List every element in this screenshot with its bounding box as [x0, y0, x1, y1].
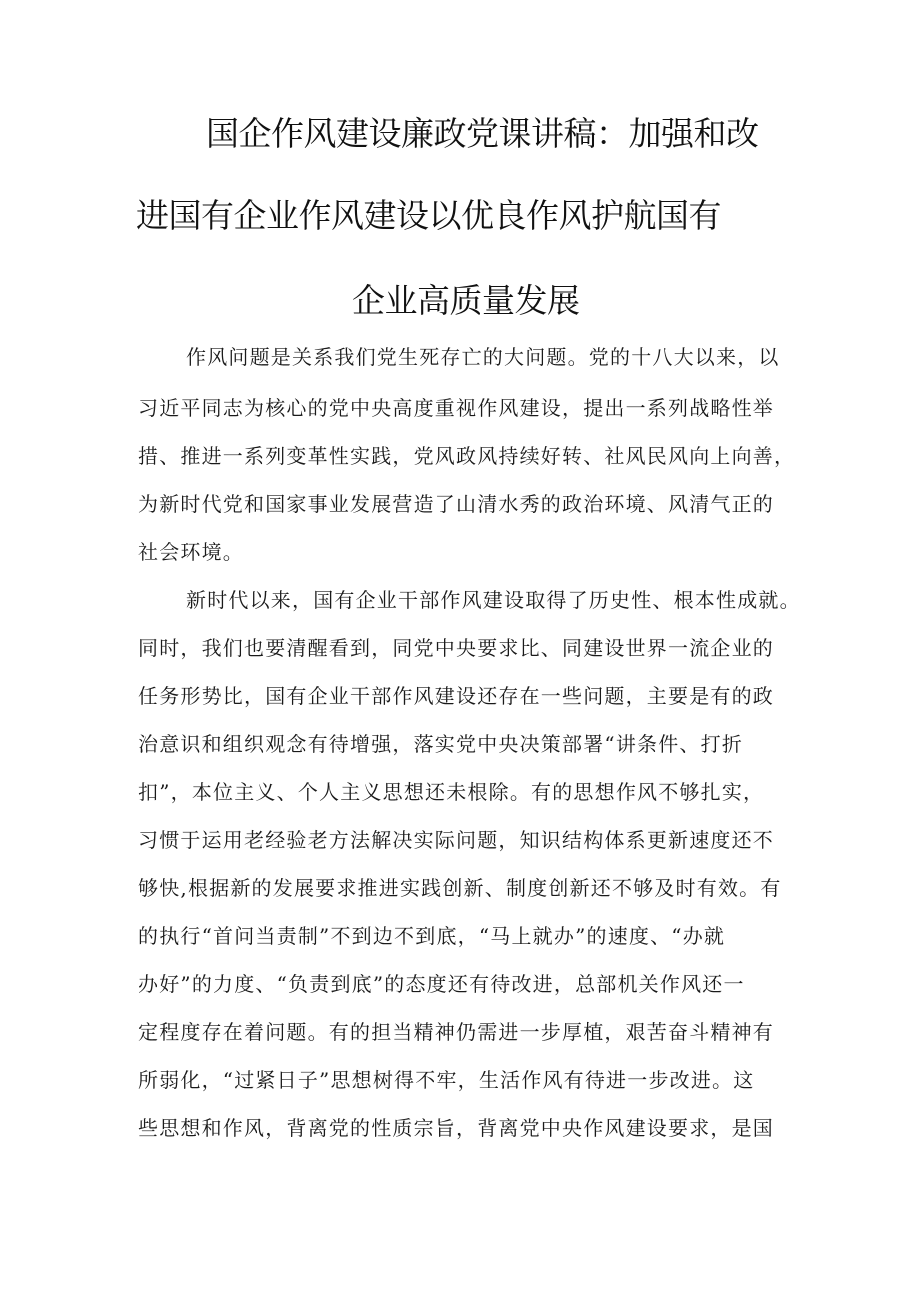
paragraph-2-line-3: 任务形势比，国有企业干部作风建设还存在一些问题，主要是有的政: [138, 684, 774, 708]
paragraph-2-line-12: 些思想和作风，背离党的性质宗旨，背离党中央作风建设要求，是国: [138, 1116, 774, 1140]
paragraph-2-line-8: 的执行“首问当责制”不到边不到底，“马上就办”的速度、“办就: [138, 924, 726, 948]
document-title-line-2: 进国有企业作风建设以优良作风护航国有: [136, 196, 721, 235]
paragraph-2-line-1: 新时代以来，国有企业干部作风建设取得了历史性、根本性成就。: [186, 588, 801, 612]
document-title-line-1: 国企作风建设廉政党课讲稿：加强和改: [206, 114, 759, 153]
paragraph-2-line-9: 办好”的力度、“负责到底”的态度还有待改进，总部机关作风还一: [138, 972, 745, 996]
paragraph-1-line-4: 为新时代党和国家事业发展营造了山清水秀的政治环境、风清气正的: [138, 492, 774, 516]
document-title-line-3: 企业高质量发展: [352, 281, 580, 320]
paragraph-2-line-10: 定程度存在着问题。有的担当精神仍需进一步厚植，艰苦奋斗精神有: [138, 1020, 774, 1044]
paragraph-1-line-2: 习近平同志为核心的党中央高度重视作风建设，提出一系列战略性举: [138, 396, 774, 420]
paragraph-2-line-11: 所弱化，“过紧日子”思想树得不牢，生活作风有待进一步改进。这: [138, 1068, 755, 1092]
paragraph-2-line-7: 够快,根据新的发展要求推进实践创新、制度创新还不够及时有效。有: [138, 876, 782, 900]
paragraph-1-line-1: 作风问题是关系我们党生死存亡的大问题。党的十八大以来，以: [186, 345, 780, 369]
paragraph-1-line-5: 社会环境。: [138, 540, 244, 564]
paragraph-2-line-2: 同时，我们也要清醒看到，同党中央要求比、同建设世界一流企业的: [138, 636, 774, 660]
paragraph-1-line-3: 措、推进一系列变革性实践，党风政风持续好转、社风民风向上向善，: [138, 444, 796, 468]
paragraph-2-line-5: 扣”，本位主义、个人主义思想还未根除。有的思想作风不够扎实，: [138, 780, 765, 804]
paragraph-2-line-6: 习惯于运用老经验老方法解决实际问题，知识结构体系更新速度还不: [138, 828, 774, 852]
paragraph-2-line-4: 治意识和组织观念有待增强，落实党中央决策部署“讲条件、打折: [138, 732, 744, 756]
